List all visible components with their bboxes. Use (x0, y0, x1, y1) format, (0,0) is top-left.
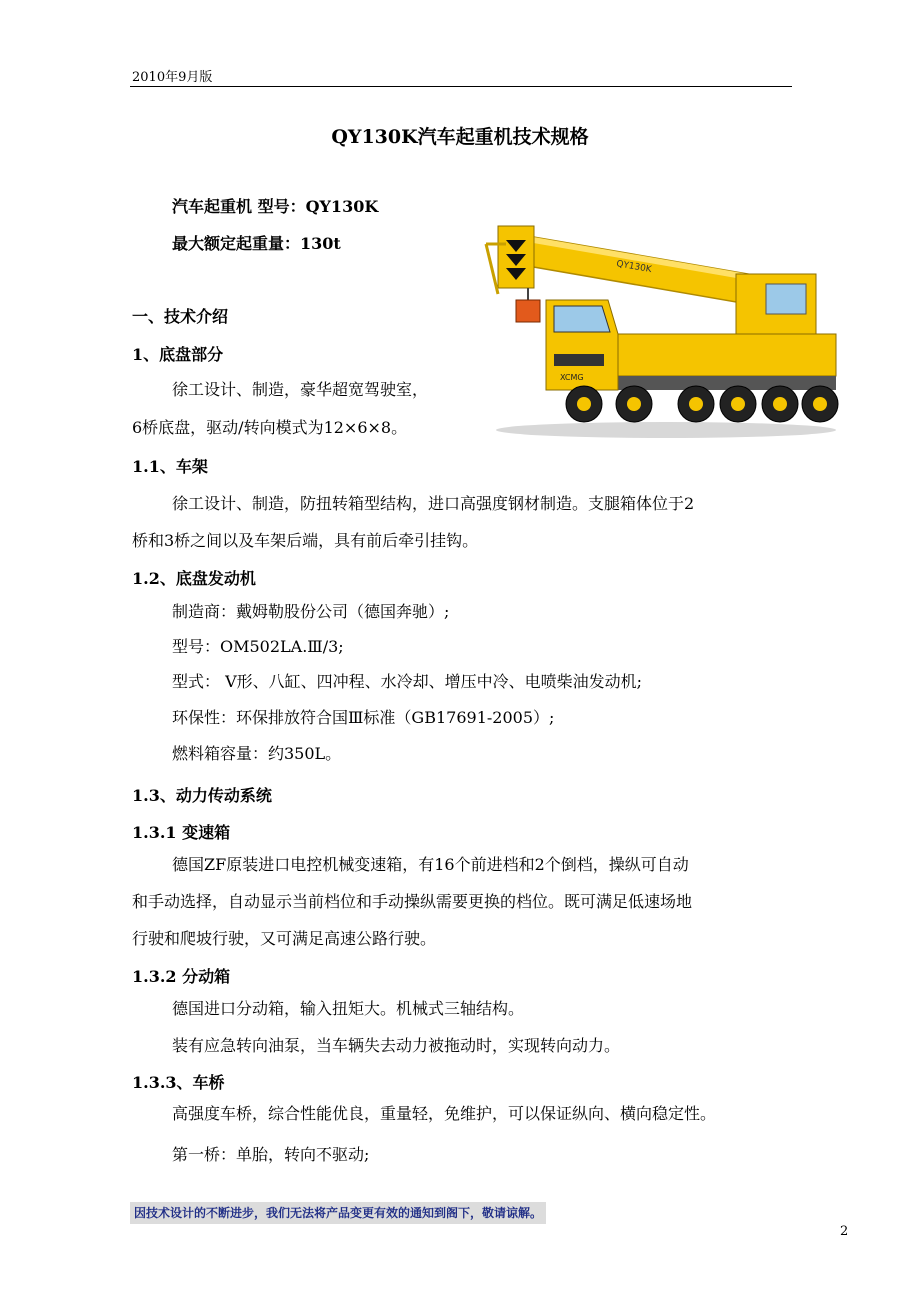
section-heading: 1.3.1 变速箱 (132, 823, 231, 842)
spec-model: 汽车起重机 型号：QY130K (172, 197, 379, 216)
paragraph-line: 和手动选择，自动显示当前档位和手动操纵需要更换的档位。既可满足低速场地 (132, 892, 693, 911)
header-divider (130, 86, 792, 87)
section-heading: 一、技术介绍 (132, 307, 229, 326)
footer-disclaimer: 因技术设计的不断进步，我们无法将产品变更有效的通知到阁下，敬请谅解。 (130, 1202, 546, 1224)
header-date: 2010年9月版 (132, 70, 213, 85)
boom-model-label: QY130K (615, 259, 653, 276)
paragraph-line: 徐工设计、制造，豪华超宽驾驶室， (172, 380, 429, 399)
paragraph-line: 行驶和爬坡行驶，又可满足高速公路行驶。 (132, 929, 437, 948)
paragraph-line: 德国进口分动箱，输入扭矩大。机械式三轴结构。 (172, 999, 525, 1018)
paragraph-line: 6桥底盘，驱动/转向模式为12×6×8。 (132, 418, 408, 437)
section-heading: 1.3.2 分动箱 (132, 967, 231, 986)
section-heading: 1.3、动力传动系统 (132, 786, 272, 805)
page-number: 2 (840, 1224, 849, 1239)
crane-photo (476, 204, 846, 444)
engine-line: 燃料箱容量：约350L。 (172, 744, 342, 763)
spec-max-load: 最大额定起重量：130t (172, 234, 341, 253)
section-heading: 1、底盘部分 (132, 345, 224, 364)
page-title: QY130K汽车起重机技术规格 (331, 126, 589, 148)
paragraph-line: 徐工设计、制造，防扭转箱型结构，进口高强度钢材制造。支腿箱体位于2 (172, 494, 695, 513)
section-heading: 1.3.3、车桥 (132, 1073, 225, 1092)
paragraph-line: 第一桥：单胎，转向不驱动; (172, 1145, 370, 1164)
engine-line: 制造商：戴姆勒股份公司（德国奔驰）; (172, 602, 450, 621)
paragraph-line: 高强度车桥，综合性能优良，重量轻，免维护，可以保证纵向、横向稳定性。 (172, 1104, 717, 1123)
section-heading: 1.1、车架 (132, 457, 208, 476)
engine-line: 环保性：环保排放符合国Ⅲ标准（GB17691-2005）; (172, 708, 555, 727)
engine-line: 型号：OM502LA.Ⅲ/3; (172, 637, 344, 656)
cab-brand-label: XCMG (560, 373, 584, 382)
paragraph-line: 桥和3桥之间以及车架后端，具有前后牵引挂钩。 (132, 531, 479, 550)
section-heading: 1.2、底盘发动机 (132, 569, 256, 588)
paragraph-line: 德国ZF原装进口电控机械变速箱，有16个前进档和2个倒档，操纵可自动 (172, 855, 689, 874)
paragraph-line: 装有应急转向油泵，当车辆失去动力被拖动时，实现转向动力。 (172, 1036, 621, 1055)
engine-line: 型式： V形、八缸、四冲程、水冷却、增压中冷、电喷柴油发动机; (172, 672, 643, 691)
